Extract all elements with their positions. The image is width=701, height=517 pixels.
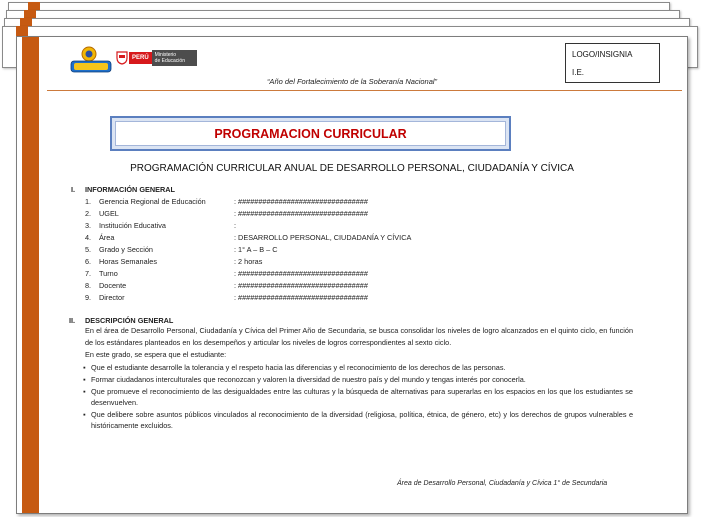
bullet-marker: ▪ xyxy=(83,375,86,384)
info-value: : xyxy=(234,221,237,230)
peru-label: PERÚ xyxy=(129,52,152,64)
info-value: : DESARROLLO PERSONAL, CIUDADANÍA Y CÍVICA xyxy=(234,233,412,242)
info-value: : 2 horas xyxy=(234,257,263,266)
info-label: Grado y Sección xyxy=(99,245,153,254)
info-value: : 1° A – B – C xyxy=(234,245,278,254)
header-divider xyxy=(47,90,682,91)
info-row xyxy=(85,257,263,266)
info-row xyxy=(85,197,368,206)
info-value: : ################################ xyxy=(234,281,368,290)
list-item-text: Que delibere sobre asuntos públicos vinculados al reconocimiento de la diversidad (religiosa, política, étnica, de género, etc) y los derechos de grupos vulnerables e históricamente excluidos. xyxy=(91,410,633,431)
document-page xyxy=(16,36,688,514)
info-num: 2. xyxy=(85,209,92,218)
description-intro: En este grado, se espera que el estudiante: xyxy=(85,350,227,359)
ministry-line-2: de Educación xyxy=(154,58,185,64)
info-label: Docente xyxy=(99,281,127,290)
ministry-label xyxy=(152,50,197,66)
section-1-heading: INFORMACIÓN GENERAL xyxy=(85,185,175,194)
list-item xyxy=(83,409,633,431)
description-paragraph: En el área de Desarrollo Personal, Ciudadanía y Cívica del Primer Año de Secundaria, se busca consolidar los niveles de logro alcanzados en el quinto ciclo, en función de los estándares planteados en los desempeños y articular los niveles de logros correspondientes al sexto ciclo. xyxy=(85,326,633,348)
info-row xyxy=(85,233,412,242)
bullet-marker: ▪ xyxy=(83,410,86,419)
info-num: 7. xyxy=(85,269,92,278)
page-title: PROGRAMACION CURRICULAR xyxy=(214,126,407,141)
info-num: 5. xyxy=(85,245,92,254)
info-value: : ################################ xyxy=(234,209,368,218)
info-label: UGEL xyxy=(99,209,119,218)
insignia-label: LOGO/INSIGNIA xyxy=(572,50,633,59)
info-row xyxy=(85,245,278,254)
info-row xyxy=(85,221,237,230)
bullet-marker: ▪ xyxy=(83,363,86,372)
info-value: : ################################ xyxy=(234,293,368,302)
list-item-text: Formar ciudadanos interculturales que reconozcan y valoren la diversidad de nuestro país y del mundo y tengas interés por conocerla. xyxy=(91,375,526,384)
ministry-logo xyxy=(115,50,197,66)
list-item xyxy=(83,386,633,408)
institution-label: I.E. xyxy=(572,68,585,77)
info-row xyxy=(85,281,368,290)
list-item xyxy=(83,374,633,385)
peru-shield-icon xyxy=(115,51,129,65)
title-box xyxy=(110,116,511,151)
info-num: 1. xyxy=(85,197,92,206)
info-label: Turno xyxy=(99,269,118,278)
bullet-marker: ▪ xyxy=(83,387,86,396)
info-label: Gerencia Regional de Educación xyxy=(99,197,206,206)
section-2-heading: DESCRIPCIÓN GENERAL xyxy=(85,316,174,325)
info-value: : ################################ xyxy=(234,269,368,278)
title-inner xyxy=(115,121,506,146)
page-side-stripe xyxy=(22,37,39,513)
info-label: Institución Educativa xyxy=(99,221,166,230)
info-num: 3. xyxy=(85,221,92,230)
page-footer: Área de Desarrollo Personal, Ciudadanía y Cívica 1° de Secundaria xyxy=(397,480,608,487)
info-label: Director xyxy=(99,293,125,302)
info-num: 9. xyxy=(85,293,92,302)
section-2-numeral: II. xyxy=(69,316,76,325)
document-subtitle: PROGRAMACIÓN CURRICULAR ANUAL DE DESARROLLO PERSONAL, CIUDADANÍA Y CÍVICA xyxy=(130,163,574,174)
info-label: Área xyxy=(99,233,115,242)
year-motto: “Año del Fortalecimiento de la Soberanía Nacional” xyxy=(266,77,438,86)
ministry-line-1: Ministerio xyxy=(154,52,177,58)
info-value: : ################################ xyxy=(234,197,368,206)
list-item-text: Que el estudiante desarrolle la tolerancia y el respeto hacia las diferencias y el reconocimiento de los derechos de las personas. xyxy=(91,363,506,372)
info-num: 6. xyxy=(85,257,92,266)
list-item xyxy=(83,362,633,373)
info-num: 4. xyxy=(85,233,92,242)
info-num: 8. xyxy=(85,281,92,290)
info-label: Horas Semanales xyxy=(99,257,157,266)
info-row xyxy=(85,209,368,218)
info-row xyxy=(85,293,368,302)
info-row xyxy=(85,269,368,278)
list-item-text: Que promueve el reconocimiento de las desigualdades entre las culturas y la búsqueda de alternativas para superarlas en los espacios en los que los estudiantes se desenvuelven. xyxy=(91,387,633,408)
section-1-numeral: I. xyxy=(71,185,76,194)
